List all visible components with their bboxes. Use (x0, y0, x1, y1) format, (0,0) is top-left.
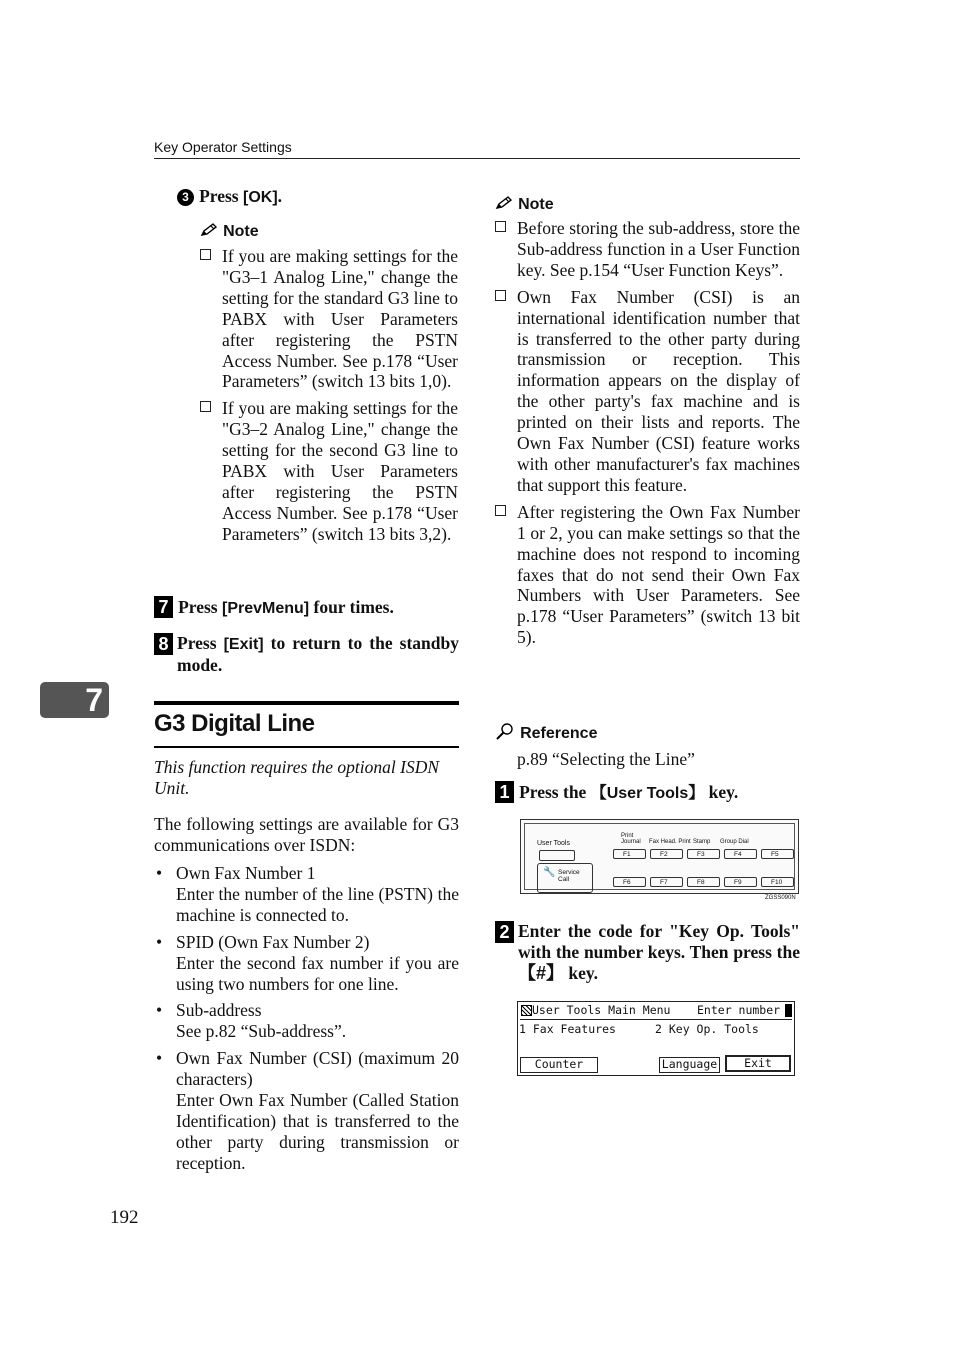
note-item (495, 218, 800, 281)
menu-item-fax-features[interactable]: 1 Fax Features (519, 1022, 616, 1036)
reference-heading (495, 723, 597, 743)
substep-3 (177, 186, 282, 207)
step-number-8: 8 (154, 633, 173, 655)
step-7 (154, 596, 459, 618)
step-8-post: to return to the standby mode. (177, 633, 459, 675)
list-item-title: Sub-address (176, 1000, 262, 1021)
print-journal-label: Print Journal (621, 833, 641, 845)
step-1-post: key. (704, 782, 739, 802)
service-call-box (537, 863, 593, 893)
step-number-1: 1 (495, 781, 514, 803)
list-item (154, 932, 459, 995)
fkey-button[interactable]: F10 (761, 877, 794, 887)
note-text: If you are making settings for the "G3–2 Analog Line," change the setting for the second G3 line to PABX with User Parameters after registering the PSTN Access Number. See p.178 “User Parameters” (switch 13 bits 3,2). (222, 398, 458, 544)
bullet-dot-icon: • (156, 1048, 163, 1069)
step-2-text: Enter the code for "Key Op. Tools" with the number keys. Then press the (518, 921, 800, 962)
user-tools-label: User Tools (537, 840, 570, 847)
fkey-button[interactable]: F6 (613, 877, 646, 887)
note-item (495, 287, 800, 496)
note-item (200, 398, 458, 544)
section-top-rule (154, 701, 459, 705)
fkey-button[interactable]: F7 (650, 877, 683, 887)
header-rule (154, 158, 800, 159)
list-item-title: Own Fax Number 1 (176, 863, 316, 883)
section-title: G3 Digital Line (154, 710, 315, 737)
note-item (200, 246, 458, 392)
page-number: 192 (110, 1207, 139, 1228)
step-number-7: 7 (154, 596, 173, 618)
bullet-dot-icon: • (156, 863, 163, 883)
control-panel-illustration (520, 819, 799, 894)
checkbox-bullet-icon (200, 401, 211, 412)
fkey-button[interactable]: F5 (761, 849, 794, 859)
lcd-title: User Tools Main Menu (532, 1003, 671, 1017)
note-item (495, 502, 800, 648)
menu-icon (521, 1005, 532, 1016)
list-item-desc: Enter the number of the line (PSTN) the machine is connected to. (176, 883, 459, 925)
reference-text: p.89 “Selecting the Line” (517, 749, 695, 769)
note-title: Note (518, 196, 554, 213)
note-list-left (200, 246, 458, 551)
step-8-pre: Press (177, 633, 224, 653)
substep-3-end: . (277, 186, 283, 206)
lcd-prompt: Enter number (697, 1003, 781, 1017)
intro-text: The following settings are available for G3 communications over ISDN: (154, 814, 459, 855)
list-item-title: Own Fax Number (CSI) (maximum 20 characters) (176, 1048, 459, 1090)
stamp-label: Stamp (693, 839, 711, 845)
user-tools-key-label: 【User Tools】 (590, 785, 705, 802)
intro-italic: This function requires the optional ISDN Unit. (154, 757, 440, 798)
figure-code: ZGSS090N (765, 895, 796, 901)
note-text: If you are making settings for the "G3–1 Analog Line," change the setting for the standard G3 line to PABX with User Parameters after registering the PSTN Access Number. See p.178 “User Parameters” (switch 13 bits 1,0). (222, 246, 458, 392)
fkey-row-bottom (613, 877, 794, 887)
step-1-pre: Press the (519, 782, 591, 802)
fkey-button[interactable]: F1 (613, 849, 646, 859)
note-list-right (495, 218, 800, 654)
group-dial-label: Group Dial (720, 839, 749, 845)
note-heading-left (200, 221, 259, 241)
checkbox-bullet-icon (495, 290, 506, 301)
step-7-pre: Press (178, 597, 222, 617)
service-call-label: Service Call (558, 869, 580, 883)
substep-3-label: Press (199, 186, 243, 206)
step-2-post: key. (564, 963, 599, 983)
fkey-row-top (613, 849, 794, 859)
step-7-post: four times. (309, 597, 394, 617)
prevmenu-key-label: [PrevMenu] (222, 600, 310, 617)
checkbox-bullet-icon (495, 221, 506, 232)
note-text: Before storing the sub-address, store the Sub-address function in a User Function key. See p.154 “User Function Keys”. (517, 218, 800, 280)
user-tools-button[interactable] (539, 850, 575, 861)
checkbox-bullet-icon (495, 505, 506, 516)
exit-button[interactable]: Exit (725, 1055, 791, 1072)
lcd-display (517, 1001, 795, 1076)
language-button[interactable]: Language (659, 1057, 720, 1073)
note-title: Note (223, 223, 259, 240)
step-8 (154, 633, 459, 676)
counter-button[interactable]: Counter (520, 1057, 598, 1073)
step-2 (495, 921, 800, 984)
checkbox-bullet-icon (200, 249, 211, 260)
magnifier-icon (495, 723, 515, 741)
wrench-icon: 🔧 (543, 867, 556, 878)
list-item-desc: Enter Own Fax Number (Called Station Identification) that is transferred to the other party during transmission or reception. (176, 1090, 459, 1173)
bullet-dot-icon: • (156, 1000, 163, 1021)
circled-3-icon: 3 (177, 189, 194, 206)
bullet-dot-icon: • (156, 931, 163, 952)
fkey-button[interactable]: F4 (724, 849, 757, 859)
ok-key-label: [OK] (243, 189, 278, 206)
fkey-button[interactable]: F9 (724, 877, 757, 887)
fkey-button[interactable]: F2 (650, 849, 683, 859)
running-header: Key Operator Settings (154, 139, 292, 155)
fkey-button[interactable]: F3 (687, 849, 720, 859)
list-item-desc: Enter the second fax number if you are using two numbers for one line. (176, 952, 459, 994)
pencil-icon (200, 223, 218, 237)
list-item-title: SPID (Own Fax Number 2) (176, 931, 370, 952)
step-1 (495, 780, 800, 803)
list-item (154, 1000, 459, 1042)
chapter-tab: 7 (40, 682, 109, 718)
list-item-desc: See p.82 “Sub-address”. (176, 1021, 347, 1042)
pencil-icon (495, 196, 513, 210)
list-item (154, 863, 459, 926)
section-bottom-rule (154, 746, 459, 748)
reference-title: Reference (520, 725, 598, 742)
settings-list (154, 863, 459, 1180)
list-item (154, 1048, 459, 1173)
exit-key-label: [Exit] (223, 636, 264, 653)
hash-key-label: 【#】 (518, 963, 565, 983)
fax-head-print-label: Fax Head. Print (649, 839, 691, 845)
step-number-2: 2 (495, 921, 514, 943)
fkey-button[interactable]: F8 (687, 877, 720, 887)
note-text: Own Fax Number (CSI) is an international identification number that is transferred to the other party during transmission or reception. This information appears on the display of the other party's fax machine and is printed on their lists and reports. The Own Fax Number (CSI) feature works with other manufacturer's fax machines that support this feature. (517, 286, 800, 495)
cursor-icon (785, 1004, 792, 1017)
note-text: After registering the Own Fax Number 1 or 2, you can make settings so that the machine does not respond to incoming faxes that do not send their Own Fax Numbers with User Parameters. See p.178 “User Parameters” (switch 13 bit 5). (517, 501, 800, 648)
note-heading-right (495, 194, 554, 214)
menu-item-key-op-tools[interactable]: 2 Key Op. Tools (655, 1022, 759, 1036)
